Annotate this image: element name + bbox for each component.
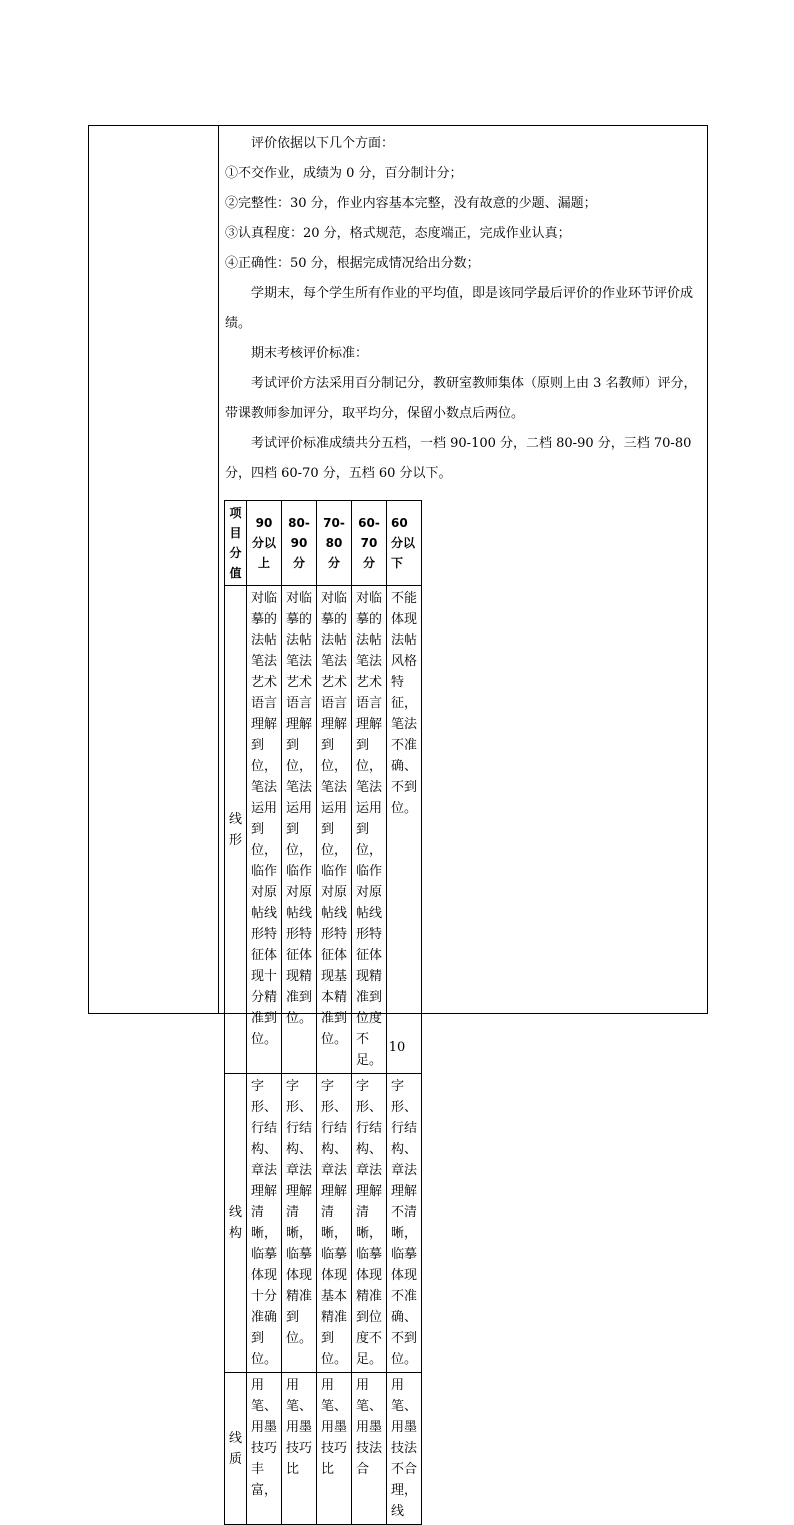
header-corner-cell <box>225 501 247 586</box>
header-col-5: 60 分以下 <box>387 501 422 586</box>
grading-table <box>224 500 422 1525</box>
table-row <box>225 1074 422 1373</box>
paragraph-item-4: ④正确性：50 分，根据完成情况给出分数； <box>225 256 480 271</box>
paragraph-item-2: ②完整性：30 分，作业内容基本完整，没有故意的少题、漏题； <box>225 196 597 211</box>
table-cell: 对临摹的法帖笔法艺术语言理解到位，笔法运用到位，临作对原帖线形特征体现十分精准到位。 <box>247 586 282 1074</box>
table-cell: 用笔、用墨技法合 <box>352 1373 387 1525</box>
paragraph-method: 考试评价方法采用百分制记分，教研室教师集体（原则上由 3 名教师）评分，带课教师参加评分，取平均分，保留小数点后两位。 <box>225 376 697 421</box>
table-cell: 用笔、用墨技法不合理，线 <box>387 1373 422 1525</box>
table-header-row <box>225 501 422 586</box>
row-label-line-structure: 线构 <box>225 1074 247 1373</box>
paragraph-final-heading: 期末考核评价标准： <box>251 346 369 361</box>
table-cell: 字形、行结构、章法理解不清晰，临摹体现不准确、不到位。 <box>387 1074 422 1373</box>
paragraph-intro: 评价依据以下几个方面： <box>251 136 395 151</box>
table-row <box>225 1373 422 1525</box>
table-cell: 对临摹的法帖笔法艺术语言理解到位，笔法运用到位，临作对原帖线形特征体现精准到位度不足。 <box>352 586 387 1074</box>
row-label-line-shape: 线形 <box>225 586 247 1074</box>
table-row <box>225 586 422 1074</box>
table-cell: 字形、行结构、章法理解清晰，临摹体现十分准确到位。 <box>247 1074 282 1373</box>
paragraph-semester-end: 学期末，每个学生所有作业的平均值，即是该同学最后评价的作业环节评价成绩。 <box>225 286 694 331</box>
header-col-2: 80-90 分 <box>282 501 317 586</box>
table-cell: 不能体现法帖风格特征，笔法不准确、不到位。 <box>387 586 422 1074</box>
paragraph-grades: 考试评价标准成绩共分五档，一档 90-100 分，二档 80-90 分，三档 70-80 分，四档 60-70 分，五档 60 分以下。 <box>225 436 692 481</box>
column-divider <box>218 126 219 1014</box>
header-col-1: 90 分以上 <box>247 501 282 586</box>
table-cell: 用笔、用墨技巧丰富， <box>247 1373 282 1525</box>
table-cell: 字形、行结构、章法理解清晰，临摹体现基本精准到位。 <box>317 1074 352 1373</box>
table-cell: 用笔、用墨技巧比 <box>317 1373 352 1525</box>
paragraph-item-3: ③认真程度：20 分，格式规范，态度端正，完成作业认真； <box>225 226 571 241</box>
paragraph-item-1: ①不交作业，成绩为 0 分，百分制计分； <box>225 166 463 181</box>
row-label-line-quality: 线质 <box>225 1373 247 1525</box>
header-score-label: 分值 <box>229 546 242 580</box>
table-cell: 用笔、用墨技巧比 <box>282 1373 317 1525</box>
page-number: 10 <box>388 1040 406 1055</box>
evaluation-text <box>225 129 703 489</box>
table-cell: 字形、行结构、章法理解清晰，临摹体现精准到位度不足。 <box>352 1074 387 1373</box>
header-col-3: 70-80 分 <box>317 501 352 586</box>
header-item-label: 项目 <box>229 506 242 540</box>
table-cell: 对临摹的法帖笔法艺术语言理解到位，笔法运用到位，临作对原帖线形特征体现基本精准到位。 <box>317 586 352 1074</box>
table-cell: 字形、行结构、章法理解清晰，临摹体现精准到位。 <box>282 1074 317 1373</box>
header-col-4: 60-70 分 <box>352 501 387 586</box>
table-cell: 对临摹的法帖笔法艺术语言理解到位，笔法运用到位，临作对原帖线形特征体现精准到位。 <box>282 586 317 1074</box>
